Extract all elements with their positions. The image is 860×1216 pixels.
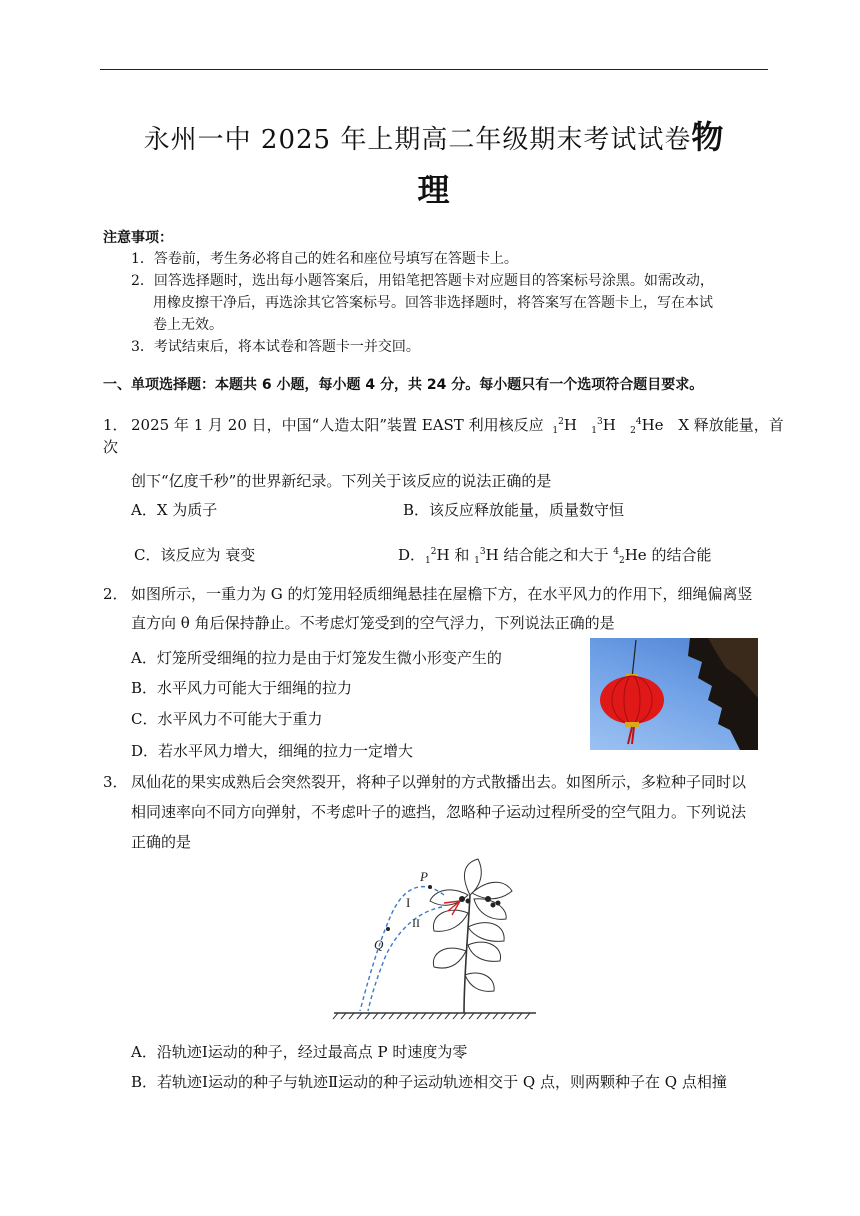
opt-d-label: D． bbox=[398, 546, 426, 564]
question-3-line2: 相同速率向不同方向弹射，不考虑叶子的遮挡，忽略种子运动过程所受的空气阻力。下列说法 bbox=[131, 803, 747, 821]
section-heading: 一、单项选择题：本题共 6 小题，每小题 4 分，共 24 分。每小题只有一个选项符合题目要求。 bbox=[103, 377, 704, 393]
opt-d-text: H 和 bbox=[436, 546, 470, 564]
notice-item: 3．考试结束后，将本试卷和答题卡一并交回。 bbox=[131, 339, 420, 355]
fig-label-q: Q bbox=[374, 937, 384, 952]
q1-option-c: C．该反应为 衰变 bbox=[134, 546, 256, 564]
eq-sup: 3 bbox=[596, 417, 603, 427]
q2-option-c: C．水平风力不可能大于重力 bbox=[131, 710, 323, 728]
question-3-number: 3． bbox=[103, 773, 128, 791]
title-subject-char: 物 bbox=[691, 118, 725, 156]
title-subject-char2: 理 bbox=[417, 171, 451, 209]
notice-item: 卷上无效。 bbox=[153, 317, 223, 333]
eq-sub: 1 bbox=[591, 426, 597, 436]
eq-sub: 1 bbox=[425, 556, 431, 566]
page-title-line2 bbox=[100, 165, 768, 211]
q2-option-a: A．灯笼所受细绳的拉力是由于灯笼发生微小形变产生的 bbox=[131, 649, 502, 667]
q2-option-d: D．若水平风力增大，细绳的拉力一定增大 bbox=[131, 742, 414, 760]
notice-item: 用橡皮擦干净后，再选涂其它答案标号。回答非选择题时，将答案写在答题卡上，写在本试 bbox=[153, 295, 713, 311]
fig-label-p: P bbox=[420, 869, 428, 884]
opt-d-text: H 结合能之和大于 bbox=[485, 546, 609, 564]
notice-heading: 注意事项： bbox=[103, 230, 173, 246]
eq-sub: 2 bbox=[618, 556, 625, 566]
fig-label-ii: II bbox=[412, 916, 420, 930]
plant-diagram bbox=[330, 855, 540, 1025]
eq-h2: H bbox=[563, 416, 577, 434]
top-rule bbox=[100, 69, 768, 70]
question-2-line1: 如图所示，一重力为 G 的灯笼用轻质细绳悬挂在屋檐下方，在水平风力的作用下，细绳偏离竖 bbox=[131, 585, 753, 603]
eq-sub: 2 bbox=[630, 426, 636, 436]
question-1-line1 bbox=[131, 414, 784, 439]
question-2-number: 2． bbox=[103, 585, 128, 603]
fig-label-i: I bbox=[406, 895, 411, 910]
title-text: 永州一中 2025 年上期高二年级期末考试试卷 bbox=[143, 125, 692, 155]
q1-option-a: A．X 为质子 bbox=[131, 501, 218, 519]
eq-sup: 4 bbox=[613, 547, 619, 557]
notice-item: 1．答卷前，考生务必将自己的姓名和座位号填写在答题卡上。 bbox=[131, 251, 518, 267]
eq-sup: 4 bbox=[635, 417, 642, 427]
question-3-line1: 凤仙花的果实成熟后会突然裂开，将种子以弹射的方式散播出去。如图所示，多粒种子同时以 bbox=[131, 773, 747, 791]
question-2-line2: 直方向 θ 角后保持静止。不考虑灯笼受到的空气浮力，下列说法正确的是 bbox=[131, 614, 615, 632]
eq-h3: H bbox=[602, 416, 616, 434]
eq-sup: 2 bbox=[430, 547, 437, 557]
q2-option-b: B．水平风力可能大于细绳的拉力 bbox=[131, 679, 353, 697]
eq-sub: 1 bbox=[474, 556, 480, 566]
opt-d-text: He 的结合能 bbox=[624, 546, 712, 564]
lantern-illustration bbox=[590, 638, 758, 750]
q3-option-a: A．沿轨迹Ⅰ运动的种子，经过最高点 P 时速度为零 bbox=[131, 1043, 468, 1061]
reaction-equation bbox=[552, 416, 663, 434]
eq-sup: 3 bbox=[479, 547, 486, 557]
eq-he: He bbox=[641, 416, 664, 434]
lantern-photo bbox=[590, 638, 758, 750]
page-title bbox=[100, 112, 768, 158]
q1-text-end: X 释放能量，首 bbox=[678, 416, 784, 434]
q1-option-d bbox=[398, 544, 711, 569]
notice-item: 2．回答选择题时，选出每小题答案后，用铅笔把答题卡对应题目的答案标号涂黑。如需改动， bbox=[131, 273, 714, 289]
q1-option-b: B．该反应释放能量，质量数守恒 bbox=[403, 501, 625, 519]
question-1-line2: 创下“亿度千秒”的世界新纪录。下列关于该反应的说法正确的是 bbox=[131, 472, 552, 490]
eq-sub: 1 bbox=[552, 426, 559, 436]
question-3-line3: 正确的是 bbox=[131, 833, 192, 851]
q1-text: 2025 年 1 月 20 日，中国“人造太阳”装置 EAST 利用核反应 bbox=[131, 416, 544, 434]
question-1-number: 1． bbox=[103, 416, 128, 434]
eq-sup: 2 bbox=[558, 417, 564, 427]
balsam-plant-figure bbox=[330, 855, 540, 1025]
q3-option-b: B．若轨迹Ⅰ运动的种子与轨迹Ⅱ运动的种子运动轨迹相交于 Q 点，则两颗种子在 Q 点相撞 bbox=[131, 1073, 727, 1091]
question-1-wrap: 次 bbox=[103, 438, 119, 456]
